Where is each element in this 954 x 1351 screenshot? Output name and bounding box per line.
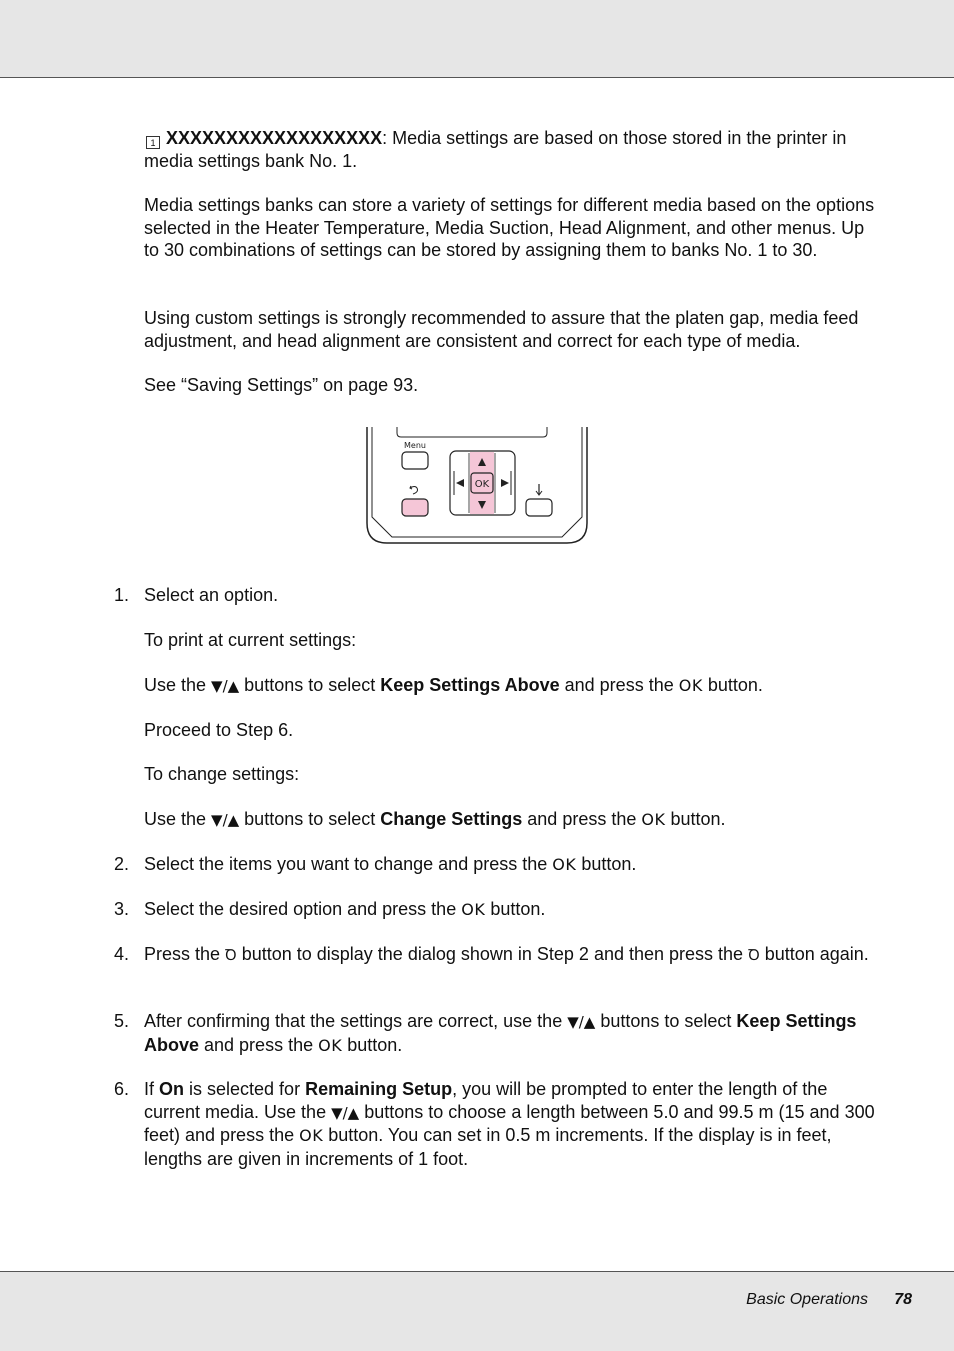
menu-label: Menu: [404, 441, 426, 450]
step-1-print-intro: To print at current settings:: [144, 630, 357, 650]
step-2-text: Select the items you want to change and press the OK button.: [144, 854, 637, 874]
page-number: 78: [894, 1291, 912, 1308]
step-1-proceed: Proceed to Step 6.: [144, 720, 294, 740]
menu-button: [402, 452, 428, 469]
footer-section-title: Basic Operations: [746, 1291, 868, 1308]
back-button-highlighted: [402, 499, 428, 516]
ok-symbol: OK: [641, 810, 666, 829]
bank-number-icon: 1: [146, 136, 160, 149]
control-panel-illustration: [362, 425, 592, 547]
paragraph-banks: Media settings banks can store a variety of settings for different media based on the options selected in the Heater Temperature, Media Suction, Head Alignment, and other menus. Up to 30 combinations of settings can be stored by assigning them to banks No. 1 to 30.: [144, 195, 875, 260]
step-2-number: 2.: [114, 854, 130, 874]
ok-symbol: OK: [461, 900, 486, 919]
back-icon: Ꝺ: [748, 946, 760, 964]
ok-symbol: OK: [318, 1035, 343, 1055]
back-icon: [410, 487, 418, 495]
ok-symbol: OK: [552, 855, 577, 874]
paragraph-recommend: Using custom settings is strongly recommended to assure that the platen gap, media feed adjustment, and head alignment are consistent and correct for each type of media.: [144, 308, 859, 351]
step-3-number: 3.: [114, 899, 130, 919]
feed-button: [526, 499, 552, 516]
step-1-change-intro: To change settings:: [144, 764, 300, 784]
step-5-text: After confirming that the settings are correct, use the ▼/▲ buttons to select Keep Settings Above and press the OK button.: [144, 1011, 857, 1055]
step-1-change-instruction: Use the ▼/▲ buttons to select Change Settings and press the OK button.: [144, 809, 726, 829]
step-1-title: Select an option.: [144, 585, 279, 605]
bank-item-paragraph: [144, 127, 879, 172]
back-icon: Ꝺ: [225, 946, 237, 964]
step-4-number: 4.: [114, 944, 130, 964]
down-up-arrows-icon: ▼/▲: [331, 1103, 360, 1122]
down-up-arrows-icon: ▼/▲: [211, 811, 240, 829]
down-up-arrows-icon: ▼/▲: [567, 1013, 596, 1031]
paragraph-see: See “Saving Settings” on page 93.: [144, 375, 419, 395]
step-6-number: 6.: [114, 1079, 130, 1099]
bank-item-description: : Media settings are based on those stored in the printer in media settings bank No. 1.: [144, 128, 847, 171]
ok-button-label: OK: [474, 479, 490, 490]
step-1-number: 1.: [114, 585, 130, 605]
bank-item-name: XXXXXXXXXXXXXXXXXX: [166, 128, 383, 148]
step-1-print-instruction: Use the ▼/▲ buttons to select Keep Settings Above and press the OK button.: [144, 675, 763, 695]
step-6-text: If On is selected for Remaining Setup, you will be prompted to enter the length of the current media. Use the ▼/▲ buttons to choose a length between 5.0 and 99.5 m (15 and 300 feet) and press the OK button. You can set in 0.5 m increments. If the display is in feet, lengths are given in increments of 1 foot.: [144, 1079, 875, 1169]
ok-symbol: OK: [678, 676, 703, 695]
ok-symbol: OK: [299, 1126, 324, 1145]
step-3-text: Select the desired option and press the OK button.: [144, 899, 546, 919]
header-band: [0, 0, 954, 78]
step-4-text: Press the Ꝺ button to display the dialog shown in Step 2 and then press the Ꝺ button again.: [144, 944, 869, 964]
down-up-arrows-icon: ▼/▲: [211, 677, 240, 695]
step-5-number: 5.: [114, 1011, 130, 1031]
